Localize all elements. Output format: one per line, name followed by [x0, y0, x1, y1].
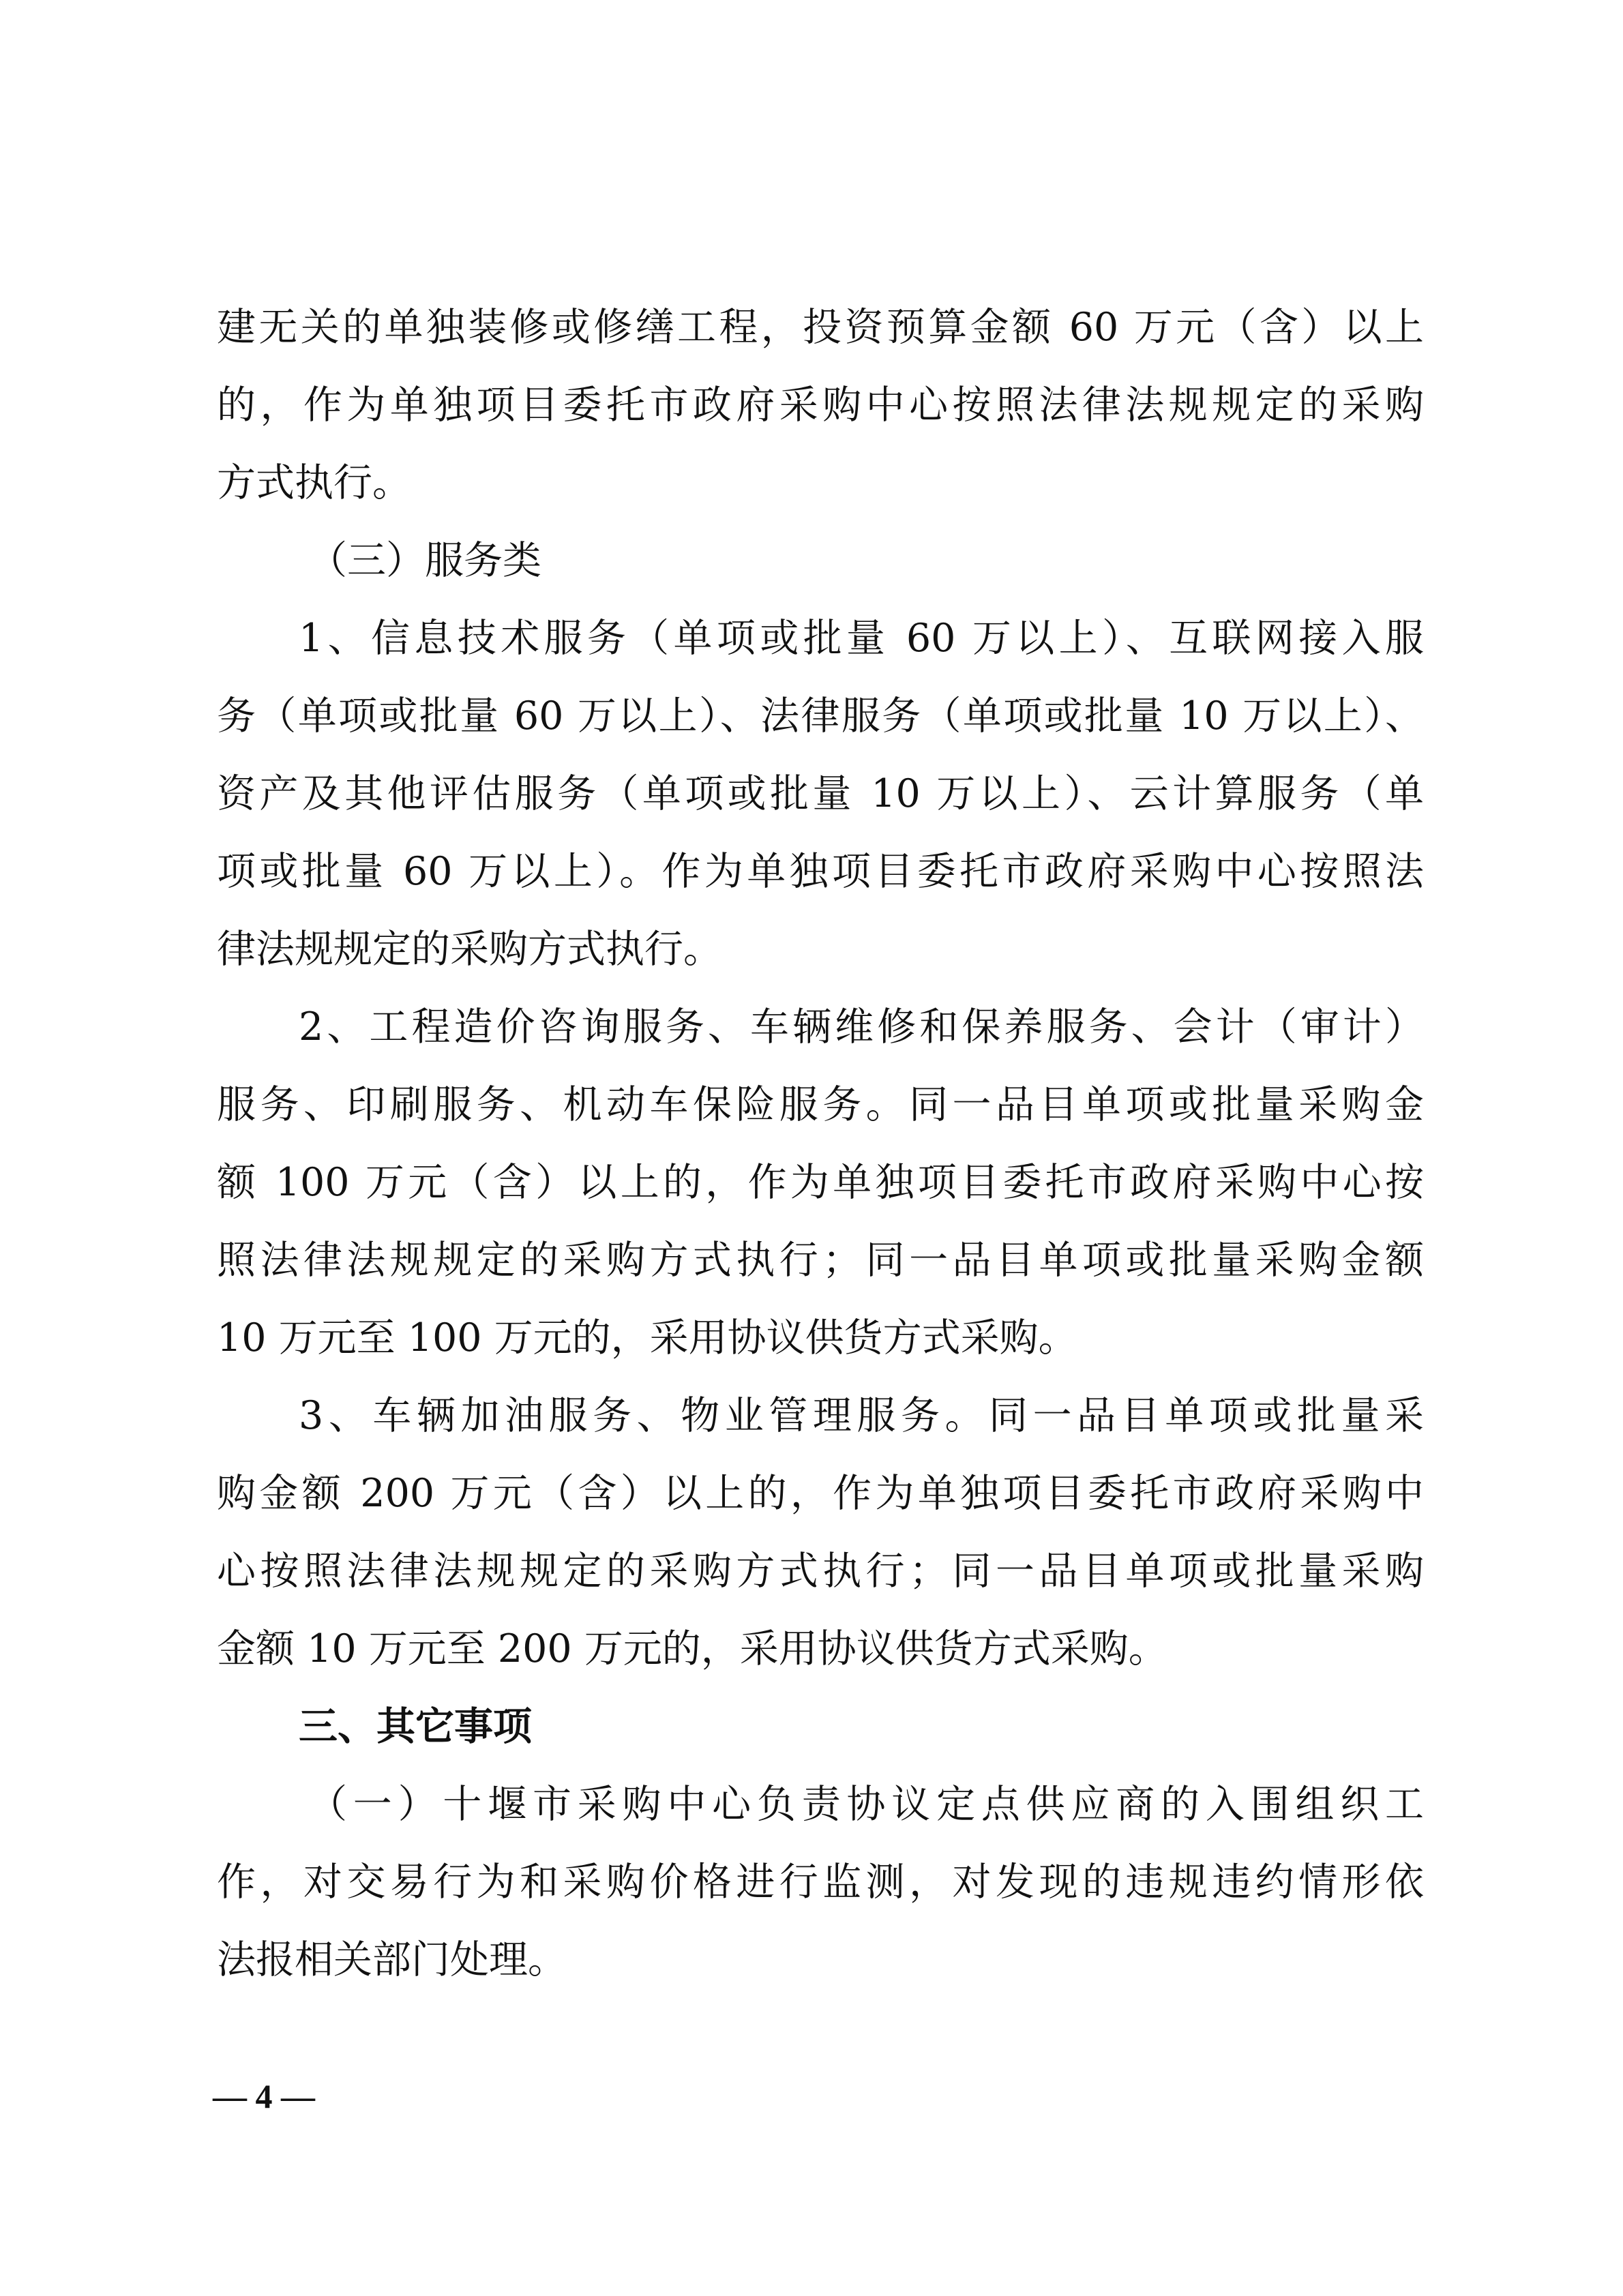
paragraph-line: 服务、印刷服务、机动车保险服务。同一品目单项或批量采购金 [217, 1082, 1424, 1127]
paragraph-line: 的，作为单独项目委托市政府采购中心按照法律法规规定的采购 [217, 383, 1424, 428]
paragraph-line: 项或批量 60 万以上）。作为单独项目委托市政府采购中心按照法 [217, 849, 1424, 894]
paragraph-line: 资产及其他评估服务（单项或批量 10 万以上）、云计算服务（单 [217, 771, 1424, 816]
paragraph-line: 1、信息技术服务（单项或批量 60 万以上）、互联网接入服 [299, 616, 1424, 661]
paragraph-line: 3、车辆加油服务、物业管理服务。同一品目单项或批量采 [299, 1393, 1424, 1438]
paragraph-line: （一）十堰市采购中心负责协议定点供应商的入围组织工 [308, 1782, 1424, 1827]
paragraph-line: 建无关的单独装修或修缮工程，投资预算金额 60 万元（含）以上 [217, 305, 1424, 350]
paragraph-line: 购金额 200 万元（含）以上的，作为单独项目委托市政府采购中 [217, 1471, 1424, 1516]
section-heading: 三、其它事项 [299, 1704, 532, 1749]
section-heading: （三）服务类 [308, 538, 541, 583]
paragraph-line: 作，对交易行为和采购价格进行监测，对发现的违规违约情形依 [217, 1860, 1424, 1905]
page-number: — 4 — [213, 2077, 315, 2115]
paragraph-line: 额 100 万元（含）以上的，作为单独项目委托市政府采购中心按 [217, 1160, 1424, 1205]
paragraph-line: 法报相关部门处理。 [217, 1937, 567, 1982]
paragraph-line: 务（单项或批量 60 万以上）、法律服务（单项或批量 10 万以上）、 [217, 694, 1424, 739]
paragraph-line: 金额 10 万元至 200 万元的，采用协议供货方式采购。 [217, 1626, 1167, 1671]
paragraph-line: 方式执行。 [217, 460, 411, 505]
paragraph-line: 心按照法律法规规定的采购方式执行；同一品目单项或批量采购 [217, 1549, 1424, 1594]
paragraph-line: 2、工程造价咨询服务、车辆维修和保养服务、会计（审计） [299, 1004, 1424, 1049]
paragraph-line: 10 万元至 100 万元的，采用协议供货方式采购。 [217, 1315, 1077, 1360]
paragraph-line: 照法律法规规定的采购方式执行；同一品目单项或批量采购金额 [217, 1238, 1424, 1283]
paragraph-line: 律法规规定的采购方式执行。 [217, 927, 722, 972]
